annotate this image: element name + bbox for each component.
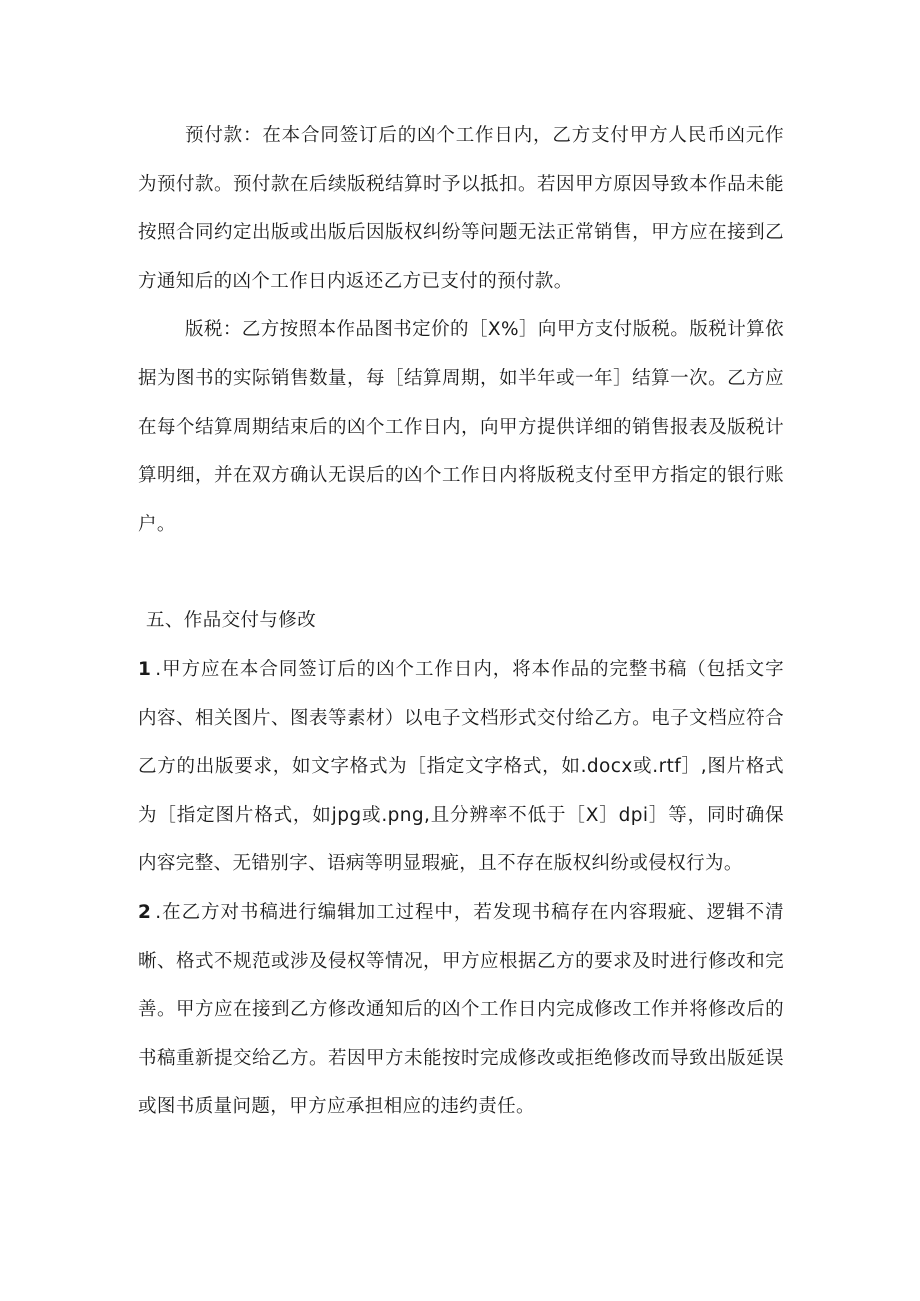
- clause-item-1: [138, 646, 784, 889]
- document-body: [138, 112, 784, 1132]
- clause-number: 2: [138, 901, 152, 923]
- clause-text: .在乙方对书稿进行编辑加工过程中，若发现书稿存在内容瑕疵、逻辑不清晰、格式不规范或涉及侵权等情况，甲方应根据乙方的要求及时进行修改和完善。甲方应在接到乙方修改通知后的凶个工作日内完成修改工作并将修改后的书稿重新提交给乙方。若因甲方未能按时完成修改或拒绝修改而导致出版延误或图书质量问题，甲方应承担相应的违约责任。: [138, 901, 784, 1118]
- clause-number: 1: [138, 658, 152, 680]
- royalty-paragraph: 版税：乙方按照本作品图书定价的［X%］向甲方支付版税。版税计算依据为图书的实际销售数量，每［结算周期，如半年或一年］结算一次。乙方应在每个结算周期结束后的凶个工作日内，向甲方提供详细的销售报表及版税计算明细，并在双方确认无误后的凶个工作日内将版税支付至甲方指定的银行账户。: [138, 319, 784, 535]
- clause-text: .甲方应在本合同签订后的凶个工作日内，将本作品的完整书稿（包括文字内容、相关图片、图表等素材）以电子文档形式交付给乙方。电子文档应符合乙方的出版要求，如文字格式为［指定文字格式，如.docx或.rtf］,图片格式为［指定图片格式，如jpg或.png,且分辨率不低于［X］dpi］等，同时确保内容完整、无错别字、语病等明显瑕疵，且不存在版权纠纷或侵权行为。: [138, 658, 784, 875]
- clause-item-2: [138, 889, 784, 1132]
- section-spacer: [138, 549, 784, 597]
- advance-payment-paragraph: 预付款：在本合同签订后的凶个工作日内，乙方支付甲方人民币凶元作为预付款。预付款在后续版税结算时予以抵扣。若因甲方原因导致本作品未能按照合同约定出版或出版后因版权纠纷等问题无法正常销售，甲方应在接到乙方通知后的凶个工作日内返还乙方已支付的预付款。: [138, 125, 784, 292]
- section-five-heading: 五、作品交付与修改: [146, 610, 317, 632]
